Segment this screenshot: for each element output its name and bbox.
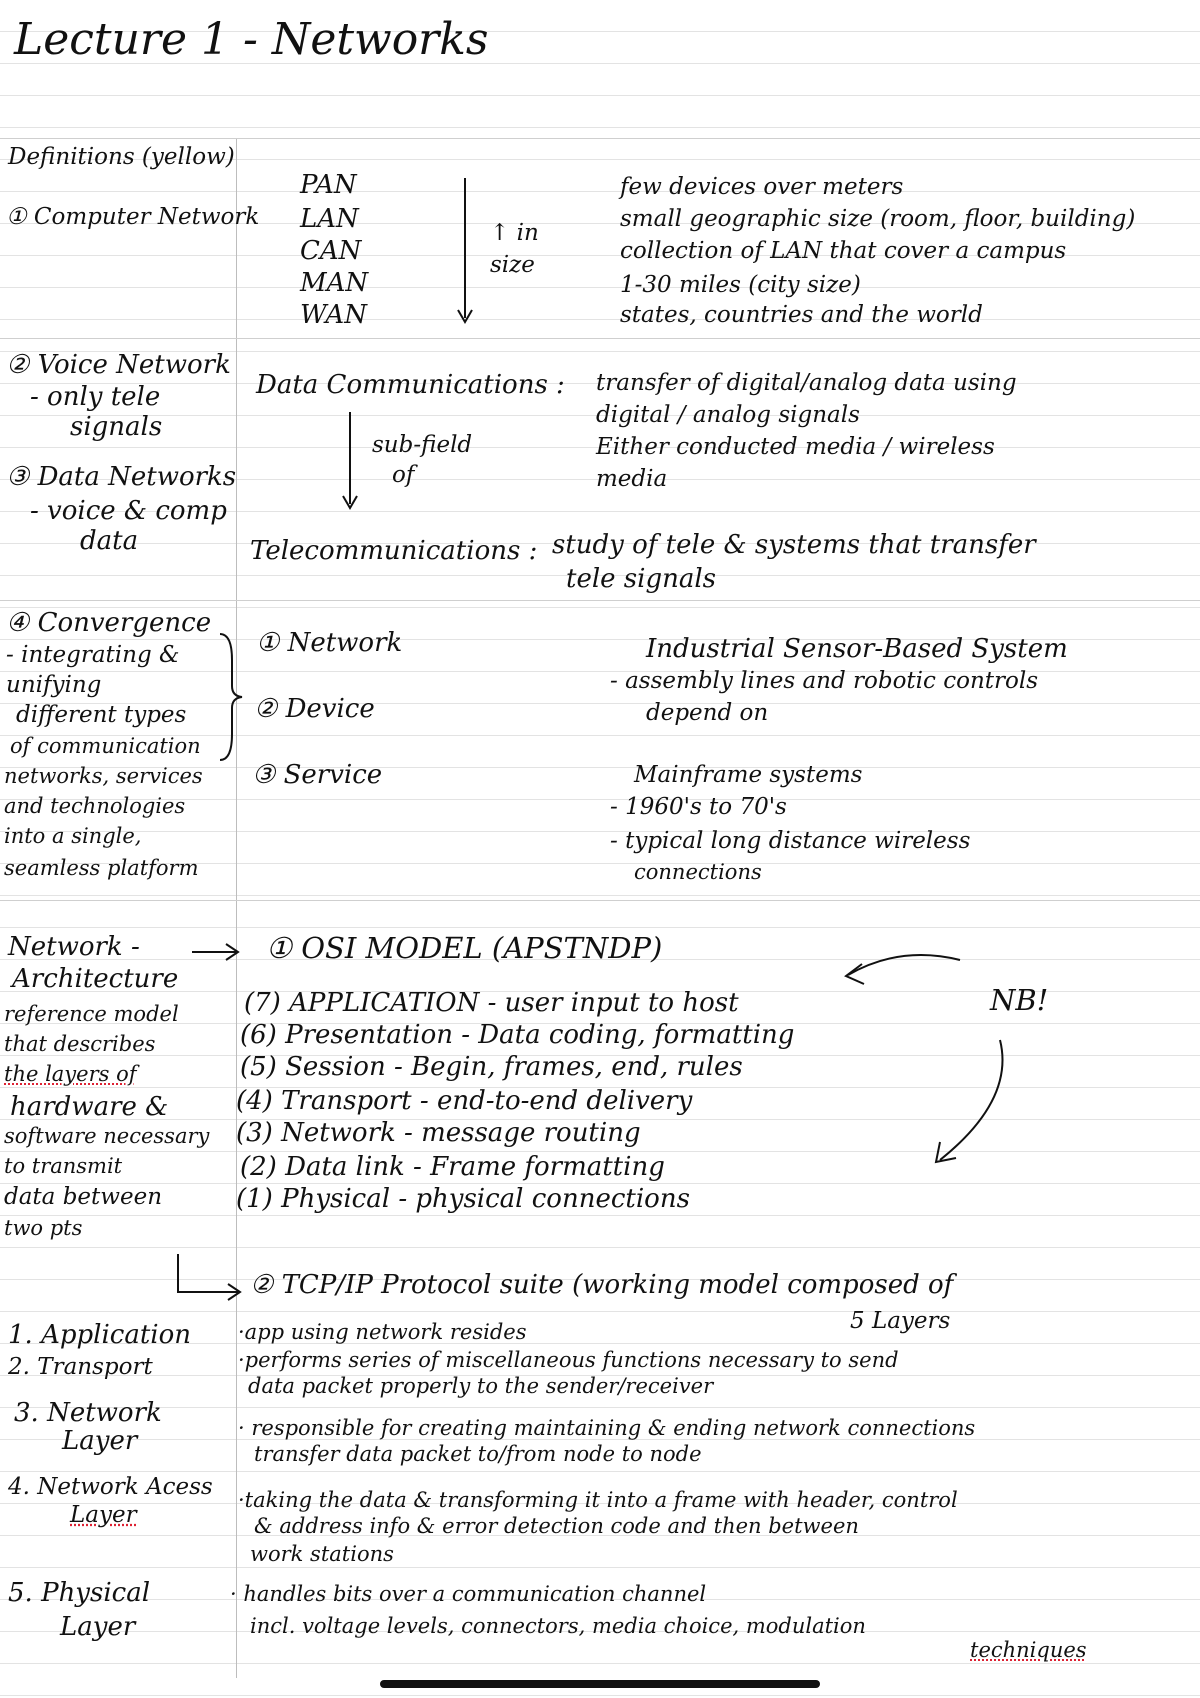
net-type-lan: LAN (300, 204, 359, 234)
tcp-layer-3b: Layer (62, 1426, 138, 1456)
network-arch-def-7: data between (4, 1184, 163, 1210)
tcp-layer-3: 3. Network (14, 1398, 162, 1428)
nb-note: NB! (990, 983, 1049, 1017)
osi-layer-4: (4) Transport - end-to-end delivery (236, 1086, 693, 1116)
convergence-type-network: ① Network (256, 628, 403, 658)
data-networks-def-1: - voice & comp (30, 496, 227, 526)
convergence-def-3: different types (16, 702, 187, 728)
definitions-header: Definitions (yellow) (8, 144, 235, 170)
network-arch-def-5: software necessary (4, 1124, 210, 1148)
mainframe-desc-2: - typical long distance wireless (610, 828, 971, 854)
industrial-title: Industrial Sensor-Based System (646, 634, 1068, 664)
network-arch-def-3: the layers of (4, 1062, 137, 1086)
tcp-desc-access-1: ·taking the data & transforming it into a frame with header, control (238, 1488, 958, 1512)
net-desc-wan: states, countries and the world (620, 302, 983, 328)
net-desc-pan: few devices over meters (620, 174, 904, 200)
section-rule (0, 338, 1200, 339)
tcp-desc-access-2: & address info & error detection code and then between (254, 1514, 859, 1538)
net-type-pan: PAN (300, 170, 357, 200)
data-comm-desc-3: Either conducted media / wireless (596, 434, 995, 460)
convergence-def-8: seamless platform (4, 856, 199, 880)
net-desc-lan: small geographic size (room, floor, building) (620, 206, 1136, 232)
osi-layer-7: (7) APPLICATION - user input to host (244, 988, 739, 1018)
network-arch-def-2: that describes (4, 1032, 156, 1056)
mainframe-title: Mainframe systems (634, 762, 863, 788)
telecom-desc-2: tele signals (566, 564, 717, 594)
in-size-label-2: size (490, 252, 535, 278)
convergence-type-device: ② Device (254, 694, 375, 724)
network-arch-term-2: Architecture (12, 964, 179, 994)
subfield-label-2: of (392, 462, 415, 488)
tcp-layer-5b: Layer (60, 1612, 136, 1642)
voice-network-term: ② Voice Network (6, 350, 231, 380)
tcp-desc-physical-2: incl. voltage levels, connectors, media choice, modulation (250, 1614, 866, 1638)
tcp-desc-network-2: transfer data packet to/from node to node (254, 1442, 702, 1466)
osi-layer-5: (5) Session - Begin, frames, end, rules (240, 1052, 743, 1082)
elbow-arrow-icon (168, 1252, 248, 1302)
tcp-desc-physical-1: · handles bits over a communication channel (230, 1582, 707, 1606)
curved-arrow-icon (840, 950, 1020, 1170)
net-desc-can: collection of LAN that cover a campus (620, 238, 1067, 264)
tcp-desc-transport-1: ·performs series of miscellaneous functions necessary to send (238, 1348, 899, 1372)
data-comm-desc-4: media (596, 466, 668, 492)
telecom-desc-1: study of tele & systems that transfer (552, 530, 1036, 560)
net-type-man: MAN (300, 268, 369, 298)
page-title: Lecture 1 - Networks (14, 14, 489, 65)
network-arch-def-8: two pts (4, 1216, 83, 1240)
network-arch-def-1: reference model (4, 1002, 179, 1026)
brace-icon (216, 630, 246, 764)
tcp-layer-5: 5. Physical (8, 1578, 151, 1608)
data-networks-def-2: data (80, 526, 139, 556)
header-rule (0, 138, 1200, 139)
tcp-layer-1: 1. Application (8, 1320, 191, 1350)
tcp-layer-4b: Layer (70, 1502, 137, 1528)
in-size-label-1: ↑ in (490, 220, 539, 246)
osi-title: ① OSI MODEL (APSTNDP) (266, 931, 663, 965)
data-networks-term: ③ Data Networks (6, 462, 237, 492)
computer-network-term: ① Computer Network (6, 204, 260, 230)
convergence-def-2: unifying (6, 672, 102, 698)
subfield-down-arrow-icon (340, 410, 360, 510)
convergence-def-7: into a single, (4, 824, 142, 848)
tcp-ip-title: ② TCP/IP Protocol suite (working model composed of (250, 1270, 954, 1300)
subfield-label-1: sub-field (372, 432, 473, 458)
convergence-def-5: networks, services (4, 764, 203, 788)
network-arch-def-6: to transmit (4, 1154, 123, 1178)
convergence-term: ④ Convergence (6, 608, 212, 638)
osi-layer-2: (2) Data link - Frame formatting (240, 1152, 665, 1182)
tcp-layer-4: 4. Network Acess (8, 1474, 213, 1500)
tcp-desc-network-1: · responsible for creating maintaining & ending network connections (238, 1416, 976, 1440)
right-arrow-icon (190, 940, 242, 964)
network-arch-term-1: Network - (8, 932, 140, 962)
tcp-desc-access-3: work stations (250, 1542, 394, 1566)
industrial-desc-2: depend on (646, 700, 769, 726)
osi-layer-1: (1) Physical - physical connections (236, 1184, 690, 1214)
data-comm-label: Data Communications : (256, 370, 565, 400)
tcp-layer-2: 2. Transport (8, 1354, 153, 1380)
industrial-desc-1: - assembly lines and robotic controls (610, 668, 1039, 694)
voice-network-def-1: - only tele (30, 382, 161, 412)
net-type-wan: WAN (300, 300, 367, 330)
tcp-ip-title-2: 5 Layers (850, 1308, 951, 1334)
osi-layer-6: (6) Presentation - Data coding, formatting (240, 1020, 795, 1050)
osi-layer-3: (3) Network - message routing (236, 1118, 641, 1148)
down-arrow-icon (455, 176, 475, 326)
tcp-desc-application: ·app using network resides (238, 1320, 527, 1344)
convergence-type-service: ③ Service (252, 760, 383, 790)
voice-network-def-2: signals (70, 412, 163, 442)
network-arch-def-4: hardware & (10, 1092, 169, 1122)
notebook-margin-line (236, 138, 237, 1678)
mainframe-desc-3: connections (634, 860, 762, 884)
net-desc-man: 1-30 miles (city size) (620, 272, 861, 298)
telecom-label: Telecommunications : (250, 536, 538, 566)
section-rule (0, 600, 1200, 601)
home-indicator[interactable] (380, 1680, 820, 1688)
data-comm-desc-2: digital / analog signals (596, 402, 860, 428)
section-rule (0, 900, 1200, 901)
net-type-can: CAN (300, 236, 362, 266)
tcp-desc-transport-2: data packet properly to the sender/receiver (248, 1374, 714, 1398)
data-comm-desc-1: transfer of digital/analog data using (596, 370, 1017, 396)
mainframe-desc-1: - 1960's to 70's (610, 794, 787, 820)
convergence-def-6: and technologies (4, 794, 186, 818)
convergence-def-1: - integrating & (6, 642, 180, 668)
tcp-desc-physical-3: techniques (970, 1638, 1087, 1662)
convergence-def-4: of communication (10, 734, 201, 758)
